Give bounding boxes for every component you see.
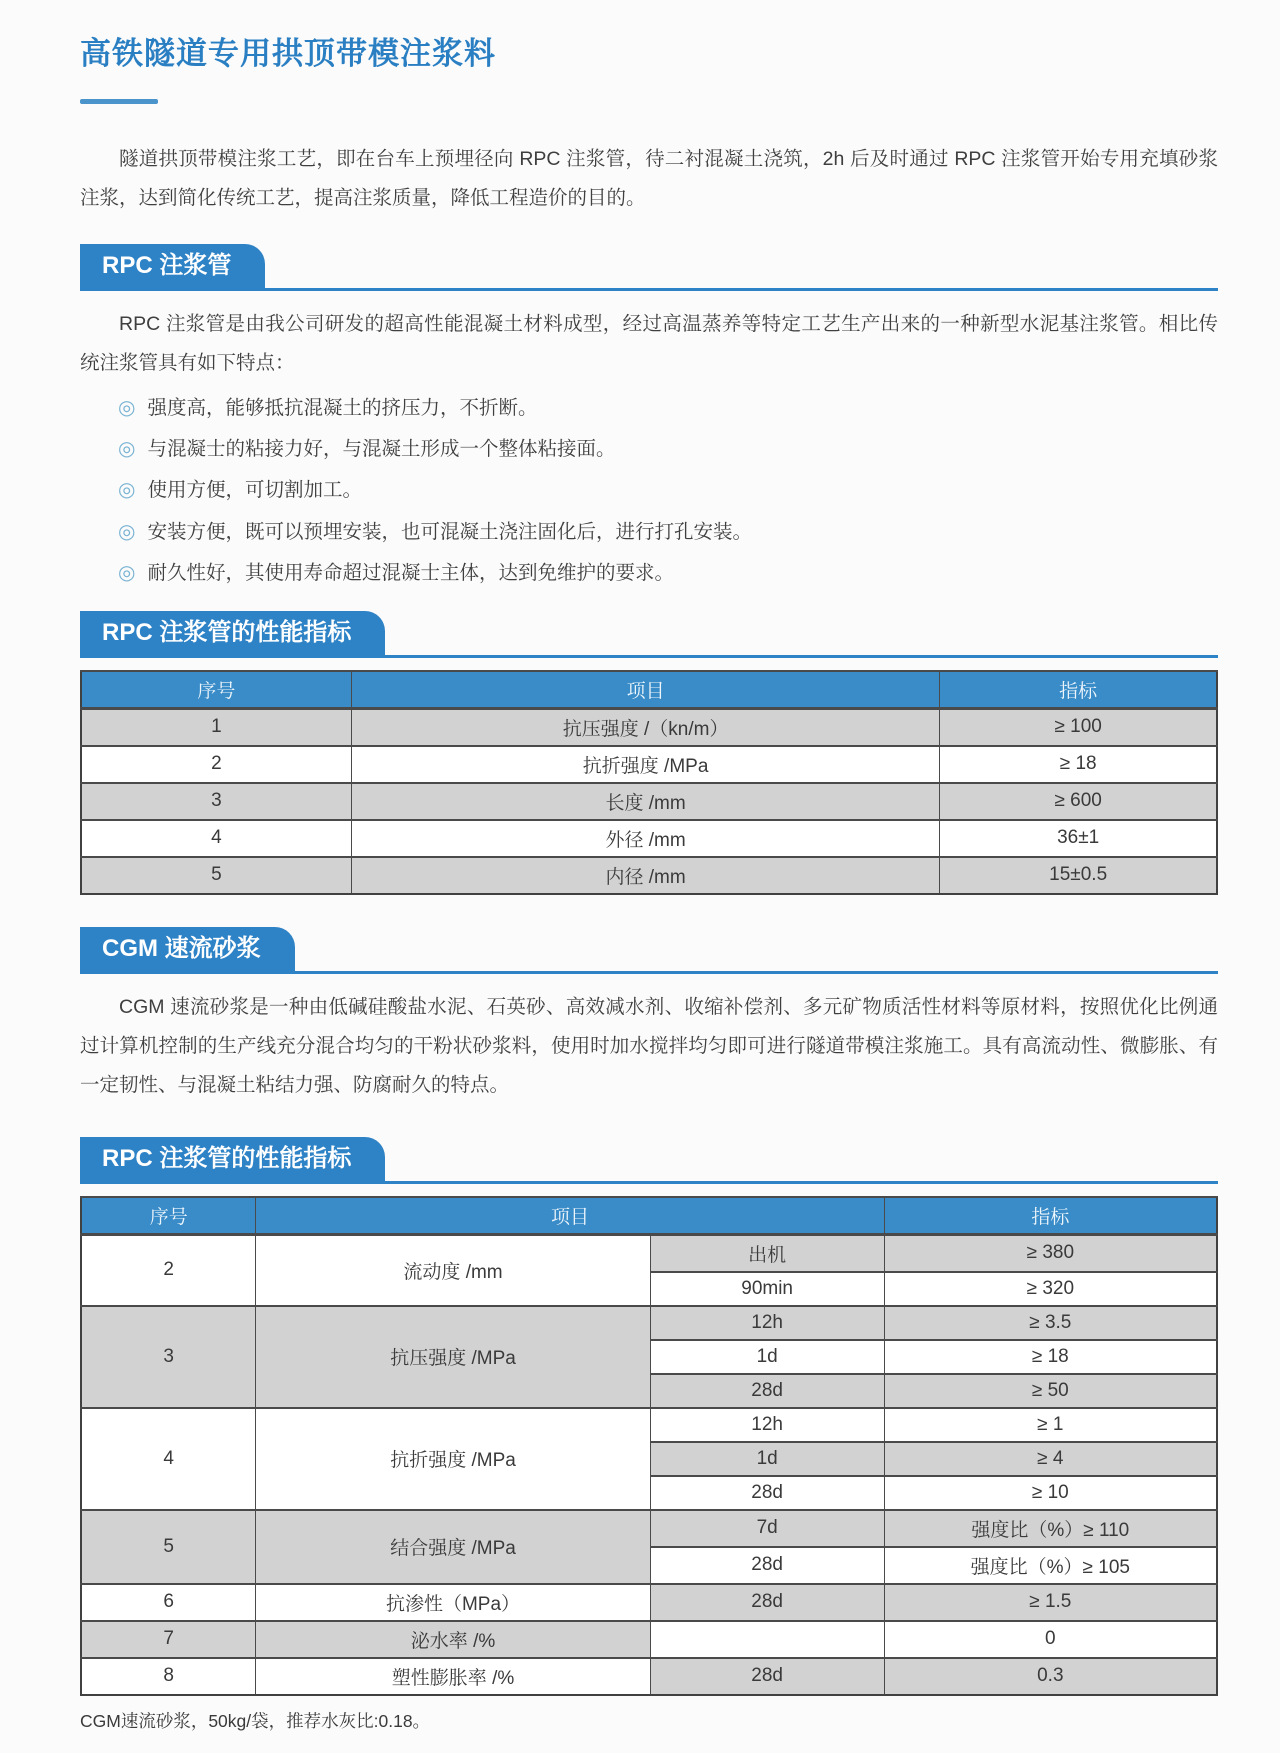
item-cell: 抗压强度 /（kn/m）: [351, 708, 939, 746]
item-cell: 长度 /mm: [351, 783, 939, 820]
section-badge: RPC 注浆管的性能指标: [80, 1137, 385, 1181]
time-cell: 28d: [650, 1547, 884, 1584]
value-cell: ≥ 18: [940, 746, 1217, 783]
section-header-rpc-pipe: [80, 244, 1218, 291]
column-header-seq: 序号: [81, 1197, 256, 1235]
table-header-row: [81, 671, 1217, 709]
time-cell: 28d: [650, 1584, 884, 1621]
item-cell: 流动度 /mm: [256, 1234, 650, 1306]
section-header-rpc-performance: [80, 611, 1218, 658]
section-header-cgm-performance: [80, 1137, 1218, 1184]
value-cell: ≥ 380: [884, 1234, 1217, 1272]
value-cell: ≥ 100: [940, 708, 1217, 746]
seq-cell: 4: [81, 1408, 256, 1510]
table-row: [81, 1408, 1217, 1442]
item-cell: 外径 /mm: [351, 820, 939, 857]
seq-cell: 2: [81, 746, 351, 783]
item-cell: 塑性膨胀率 /%: [256, 1658, 650, 1695]
value-cell: ≥ 1: [884, 1408, 1217, 1442]
value-cell: ≥ 18: [884, 1340, 1217, 1374]
table-row: [81, 1510, 1217, 1547]
cgm-paragraph: CGM 速流砂浆是一种由低碱硅酸盐水泥、石英砂、高效减水剂、收缩补偿剂、多元矿物质活性材料等原材料，按照优化比例通过计算机控制的生产线充分混合均匀的干粉状砂浆料，使用时加水搅拌均匀即可进行隧道带模注浆施工。具有高流动性、微膨胀、有一定韧性、与混凝土粘结力强、防腐耐久的特点。: [80, 995, 1218, 1096]
time-cell: [650, 1621, 884, 1658]
title-underline: [80, 99, 158, 104]
ring-bullet-icon: ◎: [118, 438, 136, 461]
ring-bullet-icon: ◎: [118, 479, 136, 502]
section-badge: CGM 速流砂浆: [80, 927, 295, 971]
list-item: [80, 433, 1218, 465]
item-cell: 抗折强度 /MPa: [256, 1408, 650, 1510]
table-row: [81, 1658, 1217, 1695]
feature-list: [80, 392, 1218, 589]
value-cell: 15±0.5: [940, 857, 1217, 894]
table-row: [81, 783, 1217, 820]
feature-text: 与混凝士的粘接力好，与混凝土形成一个整体粘接面。: [147, 438, 616, 461]
column-header-seq: 序号: [81, 671, 351, 709]
time-cell: 12h: [650, 1408, 884, 1442]
section-header-cgm: [80, 927, 1218, 974]
value-cell: ≥ 1.5: [884, 1584, 1217, 1621]
time-cell: 1d: [650, 1442, 884, 1476]
list-item: [80, 474, 1218, 506]
value-cell: 强度比（%）≥ 110: [884, 1510, 1217, 1547]
seq-cell: 4: [81, 820, 351, 857]
table-row: [81, 1621, 1217, 1658]
rpc-paragraph: RPC 注浆管是由我公司研发的超高性能混凝土材料成型，经过高温蒸养等特定工艺生产出来的一种新型水泥基注浆管。相比传统注浆管具有如下特点：: [80, 313, 1218, 374]
column-header-index: 指标: [940, 671, 1217, 709]
time-cell: 28d: [650, 1476, 884, 1510]
section-badge: RPC 注浆管: [80, 244, 265, 288]
item-cell: 内径 /mm: [351, 857, 939, 894]
value-cell: ≥ 10: [884, 1476, 1217, 1510]
table-header-row: [81, 1197, 1217, 1235]
seq-cell: 3: [81, 1306, 256, 1408]
list-item: [80, 516, 1218, 548]
time-cell: 12h: [650, 1306, 884, 1340]
seq-cell: 2: [81, 1234, 256, 1306]
feature-text: 使用方便，可切割加工。: [147, 479, 362, 502]
value-cell: ≥ 3.5: [884, 1306, 1217, 1340]
list-item: [80, 557, 1218, 589]
column-header-index: 指标: [884, 1197, 1217, 1235]
time-cell: 出机: [650, 1234, 884, 1272]
table-row: [81, 1584, 1217, 1621]
intro-paragraph: 隧道拱顶带模注浆工艺，即在台车上预埋径向 RPC 注浆管，待二衬混凝土浇筑，2h 后及时通过 RPC 注浆管开始专用充填砂浆注浆，达到简化传统工艺，提高注浆质量，降低工程造价的目的。: [80, 148, 1218, 209]
seq-cell: 8: [81, 1658, 256, 1695]
column-header-item: 项目: [256, 1197, 884, 1235]
item-cell: 抗渗性（MPa）: [256, 1584, 650, 1621]
seq-cell: 5: [81, 1510, 256, 1584]
seq-cell: 7: [81, 1621, 256, 1658]
value-cell: ≥ 600: [940, 783, 1217, 820]
page-title: 高铁隧道专用拱顶带模注浆料: [80, 36, 496, 71]
feature-text: 强度高，能够抵抗混凝土的挤压力，不折断。: [147, 397, 538, 419]
item-cell: 抗压强度 /MPa: [256, 1306, 650, 1408]
feature-text: 安装方便，既可以预埋安装，也可混凝土浇注固化后，进行打孔安装。: [147, 520, 752, 543]
table-row: [81, 1306, 1217, 1340]
ring-bullet-icon: ◎: [118, 561, 136, 584]
seq-cell: 5: [81, 857, 351, 894]
rpc-performance-table: [80, 670, 1218, 895]
seq-cell: 3: [81, 783, 351, 820]
list-item: [80, 392, 1218, 424]
column-header-item: 项目: [351, 671, 939, 709]
table-row: [81, 857, 1217, 894]
value-cell: ≥ 320: [884, 1272, 1217, 1306]
time-cell: 90min: [650, 1272, 884, 1306]
feature-text: 耐久性好，其使用寿命超过混凝士主体，达到免维护的要求。: [147, 561, 674, 584]
cgm-performance-table: [80, 1196, 1218, 1696]
time-cell: 28d: [650, 1658, 884, 1695]
table-row: [81, 746, 1217, 783]
footer-note: CGM速流砂浆，50kg/袋，推荐水灰比:0.18。: [80, 1710, 431, 1731]
table-row: [81, 1234, 1217, 1272]
ring-bullet-icon: ◎: [118, 520, 136, 543]
table-row: [81, 820, 1217, 857]
value-cell: ≥ 50: [884, 1374, 1217, 1408]
time-cell: 1d: [650, 1340, 884, 1374]
time-cell: 28d: [650, 1374, 884, 1408]
ring-bullet-icon: ◎: [118, 397, 136, 419]
item-cell: 泌水率 /%: [256, 1621, 650, 1658]
seq-cell: 1: [81, 708, 351, 746]
value-cell: ≥ 4: [884, 1442, 1217, 1476]
value-cell: 0.3: [884, 1658, 1217, 1695]
section-badge: RPC 注浆管的性能指标: [80, 611, 385, 655]
item-cell: 抗折强度 /MPa: [351, 746, 939, 783]
table-row: [81, 708, 1217, 746]
value-cell: 强度比（%）≥ 105: [884, 1547, 1217, 1584]
seq-cell: 6: [81, 1584, 256, 1621]
value-cell: 0: [884, 1621, 1217, 1658]
item-cell: 结合强度 /MPa: [256, 1510, 650, 1584]
value-cell: 36±1: [940, 820, 1217, 857]
time-cell: 7d: [650, 1510, 884, 1547]
